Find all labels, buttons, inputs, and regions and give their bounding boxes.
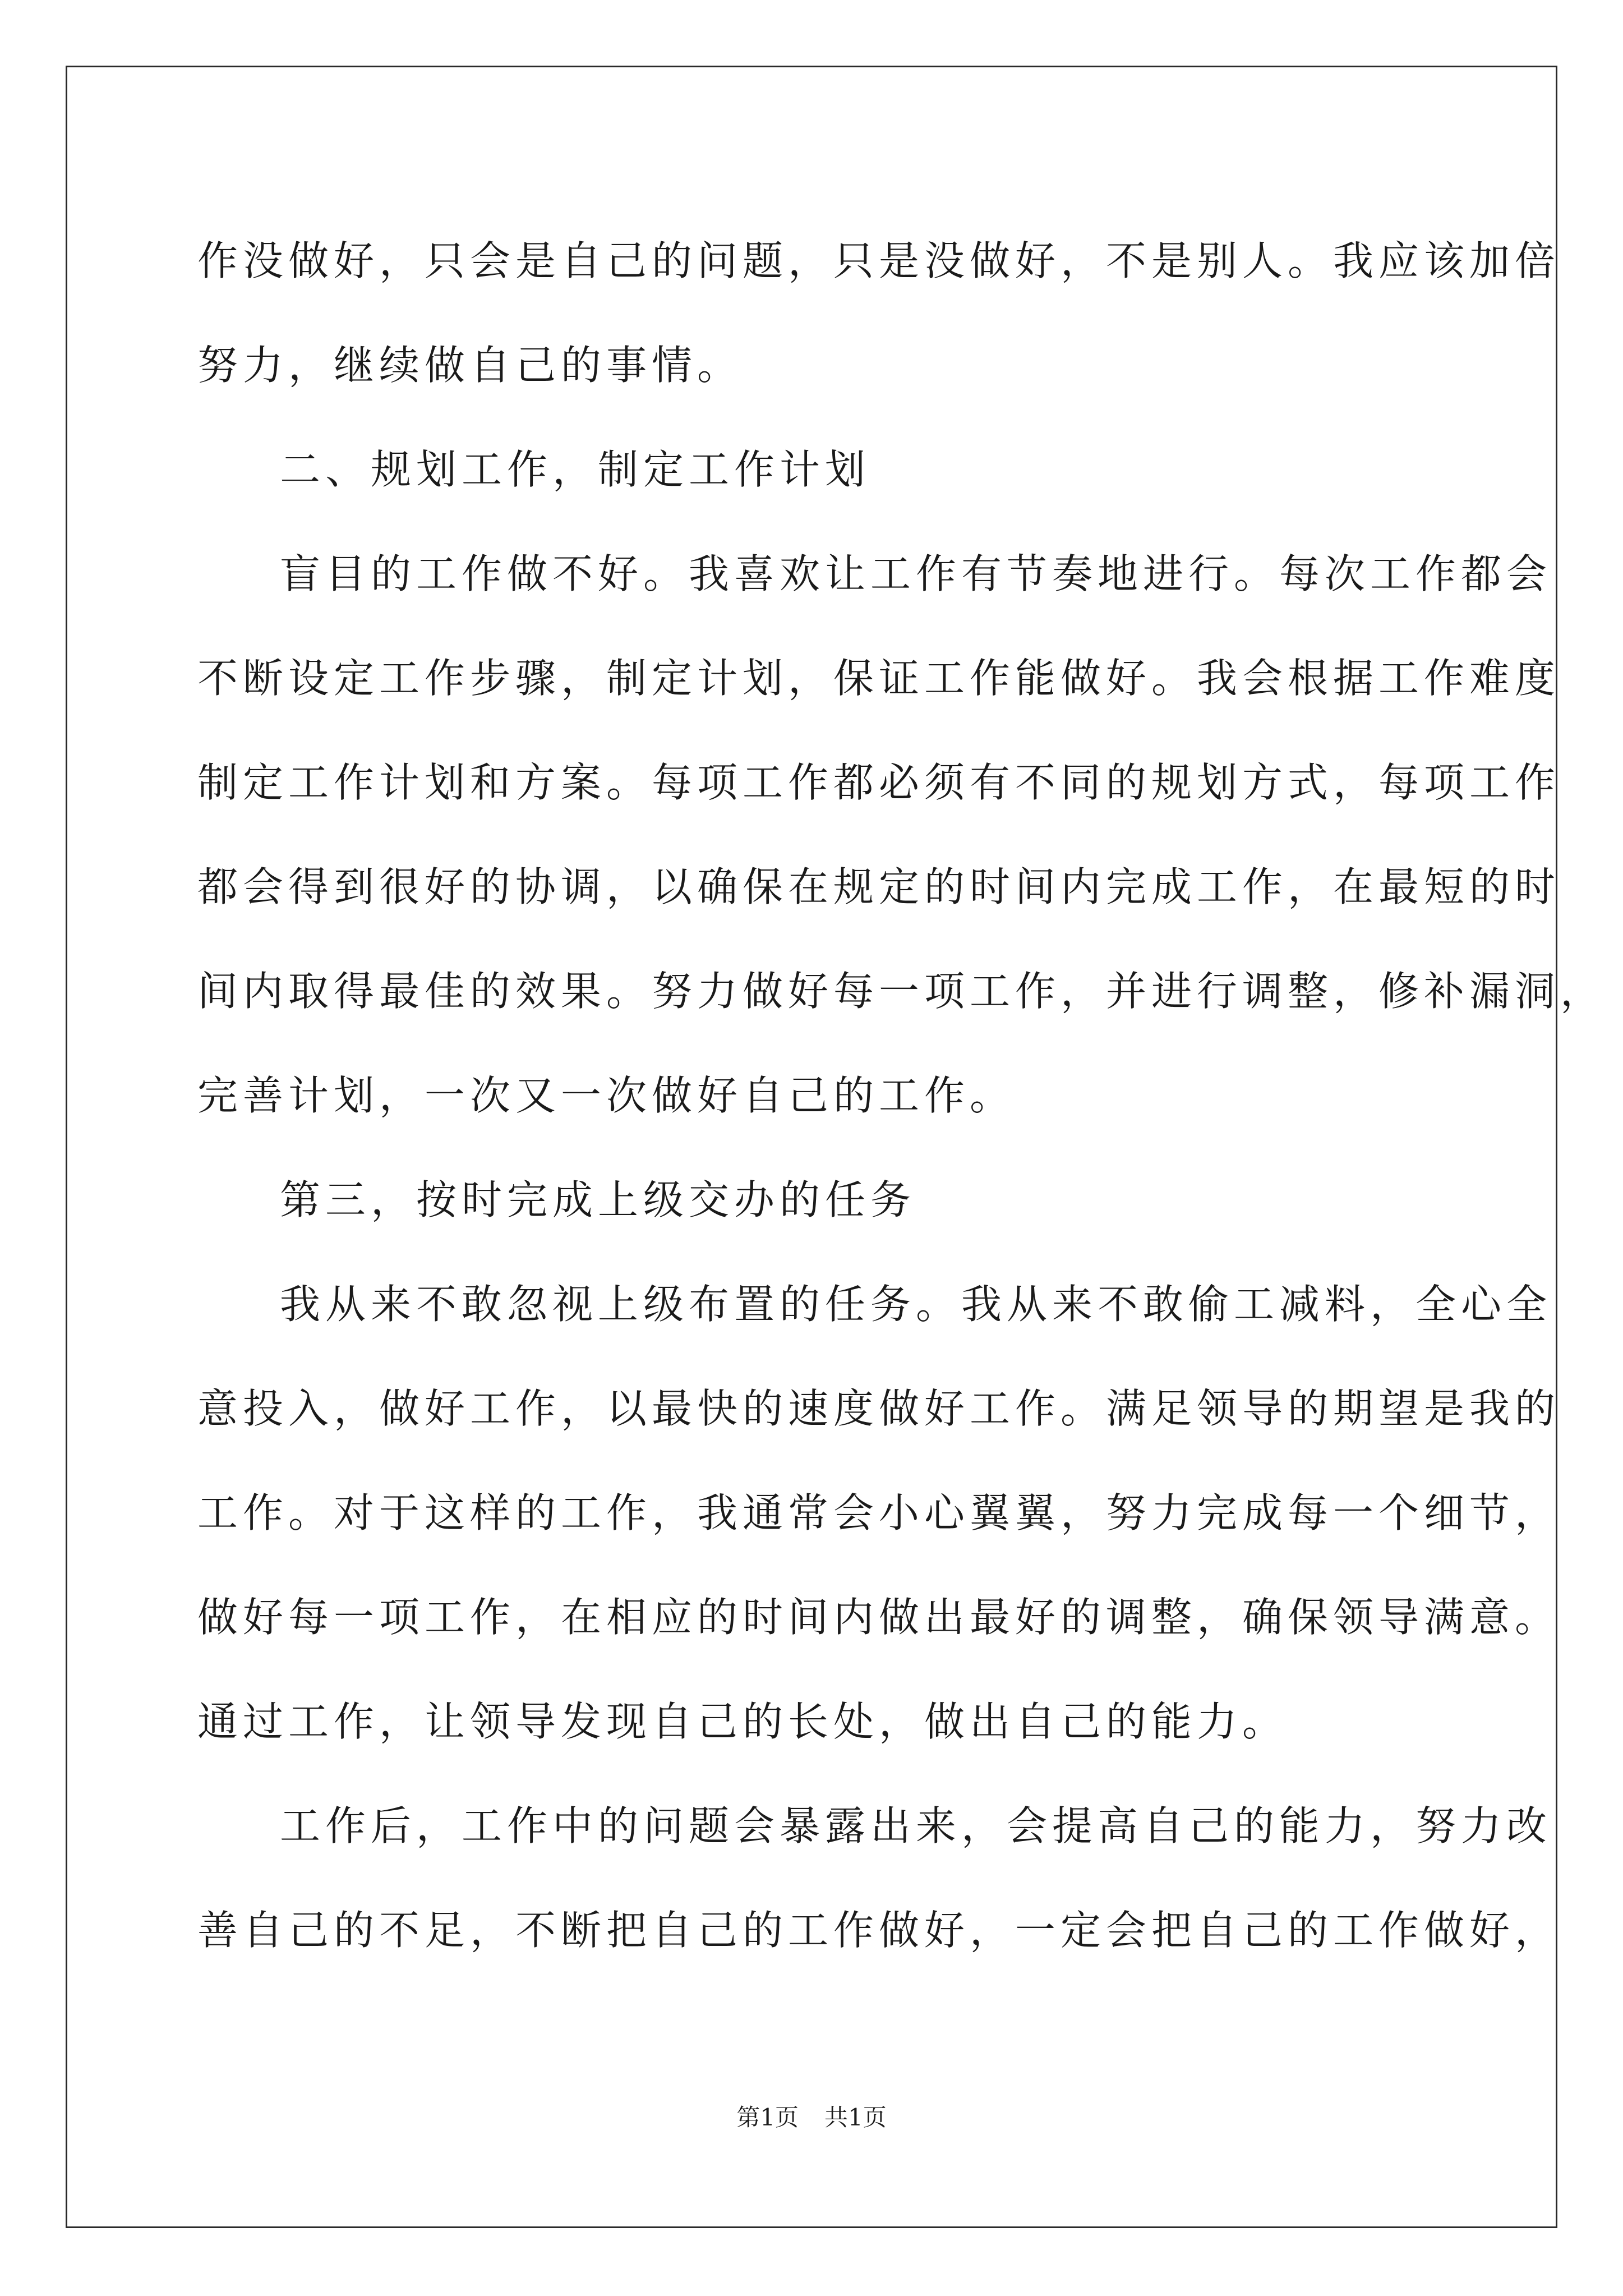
text-line: 善自己的不足，不断把自己的工作做好，一定会把自己的工作做好，	[197, 1907, 1561, 1954]
document-body	[197, 209, 1606, 1982]
text-line: 完善计划，一次又一次做好自己的工作。	[197, 1072, 1016, 1119]
page-footer	[0, 2101, 1623, 2134]
text-line: 盲目的工作做不好。我喜欢让工作有节奏地进行。每次工作都会	[280, 550, 1552, 597]
section-heading: 二、规划工作，制定工作计划	[280, 446, 871, 493]
section-heading: 第三，按时完成上级交办的任务	[280, 1176, 916, 1223]
text-line: 间内取得最佳的效果。努力做好每一项工作，并进行调整，修补漏洞，	[197, 968, 1606, 1015]
text-line: 我从来不敢忽视上级布置的任务。我从来不敢偷工减料，全心全	[280, 1281, 1552, 1328]
text-line: 不断设定工作步骤，制定计划，保证工作能做好。我会根据工作难度	[197, 655, 1561, 702]
text-line: 作没做好，只会是自己的问题，只是没做好，不是别人。我应该加倍	[197, 237, 1561, 284]
text-line: 努力，继续做自己的事情。	[197, 342, 743, 389]
text-line: 制定工作计划和方案。每项工作都必须有不同的规划方式，每项工作	[197, 759, 1561, 806]
text-line: 工作。对于这样的工作，我通常会小心翼翼，努力完成每一个细节，	[197, 1489, 1561, 1536]
text-line: 做好每一项工作，在相应的时间内做出最好的调整，确保领导满意。	[197, 1594, 1561, 1641]
page-total: 共1页	[824, 2104, 887, 2131]
text-line: 意投入，做好工作，以最快的速度做好工作。满足领导的期望是我的	[197, 1385, 1561, 1432]
text-line: 工作后，工作中的问题会暴露出来，会提高自己的能力，努力改	[280, 1802, 1552, 1849]
page-number: 第1页	[736, 2104, 799, 2131]
text-line: 都会得到很好的协调，以确保在规定的时间内完成工作，在最短的时	[197, 863, 1561, 910]
text-line: 通过工作，让领导发现自己的长处，做出自己的能力。	[197, 1698, 1288, 1745]
